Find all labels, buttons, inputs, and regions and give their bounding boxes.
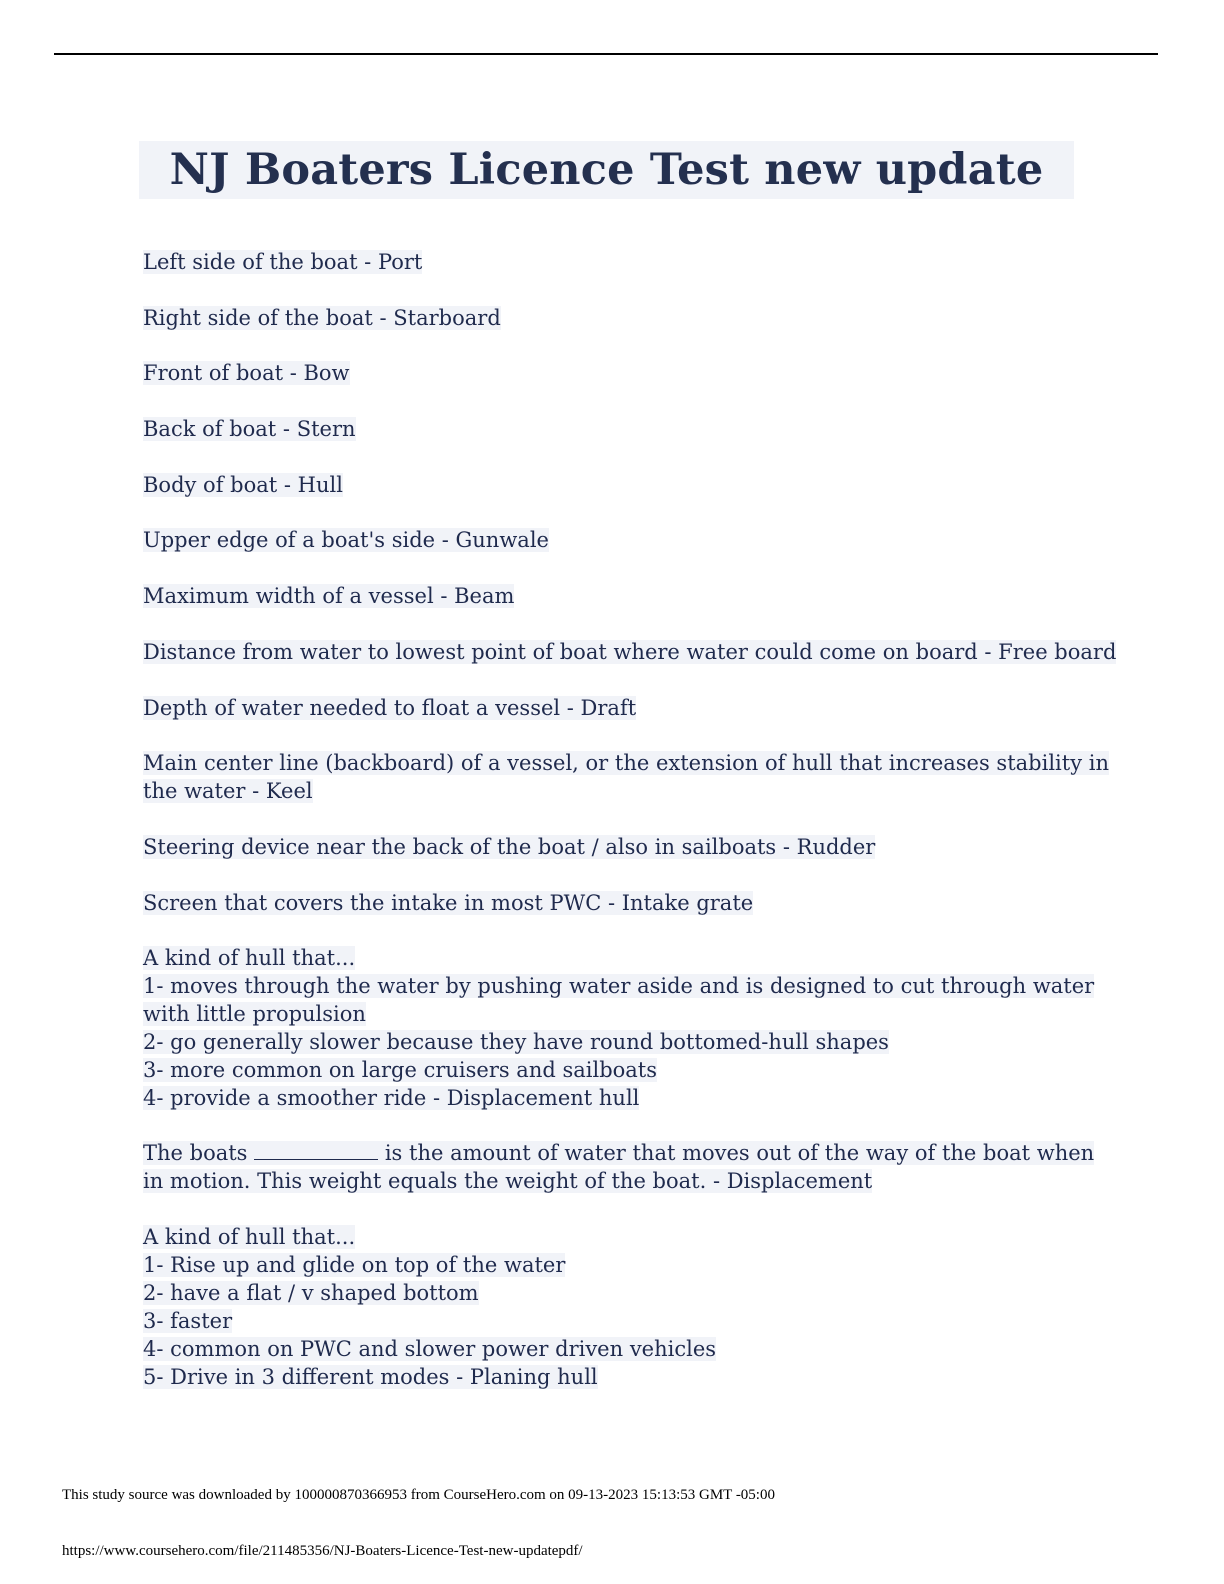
qa-line: Left side of the boat - Port [143,250,423,274]
qa-line: with little propulsion [143,1002,366,1026]
title-band [139,141,1074,199]
footer-url[interactable]: https://www.coursehero.com/file/211485356/NJ-Boaters-Licence-Test-new-updatepdf/ [62,1543,583,1559]
qa-item [143,694,636,722]
qa-line: Upper edge of a boat's side - Gunwale [143,528,549,552]
qa-line: Body of boat - Hull [143,473,343,497]
qa-line: 4- provide a smoother ride - Displacement hull [143,1086,640,1110]
page-title: NJ Boaters Licence Test new update [169,145,1044,195]
qa-line: Front of boat - Bow [143,361,350,385]
qa-line: Right side of the boat - Starboard [143,306,501,330]
qa-line: The boats [143,1141,248,1165]
qa-line: 1- Rise up and glide on top of the water [143,1253,566,1277]
qa-item [143,359,350,387]
qa-item [143,582,514,610]
qa-line: Steering device near the back of the boat / also in sailboats - Rudder [143,835,876,859]
top-rule [54,53,1158,55]
qa-line: 4- common on PWC and slower power driven vehicles [143,1337,717,1361]
qa-item [143,889,753,917]
qa-item [143,749,1109,805]
qa-line: Main center line (backboard) of a vessel, or the extension of hull that increases stability in [143,751,1109,775]
qa-item [143,638,1116,666]
qa-item [143,526,549,554]
qa-line: 3- faster [143,1309,233,1333]
qa-line: 2- go generally slower because they have round bottomed-hull shapes [143,1030,889,1054]
qa-line: is the amount of water that moves out of the way of the boat when [384,1141,1095,1165]
qa-item [143,833,875,861]
fill-in-blank [254,1141,378,1160]
qa-line: in motion. This weight equals the weight of the boat. - Displacement [143,1169,873,1193]
qa-line: Screen that covers the intake in most PWC - Intake grate [143,891,754,915]
qa-item [143,944,1094,1112]
qa-line: 2- have a flat / v shaped bottom [143,1281,479,1305]
qa-item [143,415,356,443]
qa-line: the water - Keel [143,779,313,803]
qa-line: 3- more common on large cruisers and sailboats [143,1058,658,1082]
qa-item [143,471,343,499]
qa-line: 5- Drive in 3 different modes - Planing hull [143,1365,598,1389]
footer-source-line: This study source was downloaded by 100000870366953 from CourseHero.com on 09-13-2023 15:13:53 GMT -05:00 [62,1487,775,1503]
qa-line: A kind of hull that... [143,946,356,970]
qa-line: Maximum width of a vessel - Beam [143,584,515,608]
qa-line: Back of boat - Stern [143,417,356,441]
qa-line: Distance from water to lowest point of boat where water could come on board - Free board [143,640,1117,664]
qa-line: 1- moves through the water by pushing water aside and is designed to cut through water [143,974,1095,998]
qa-item [143,248,422,276]
qa-line: A kind of hull that... [143,1225,356,1249]
qa-item [143,304,501,332]
qa-item [143,1223,716,1391]
qa-item [143,1139,1094,1195]
qa-line: Depth of water needed to float a vessel - Draft [143,696,637,720]
